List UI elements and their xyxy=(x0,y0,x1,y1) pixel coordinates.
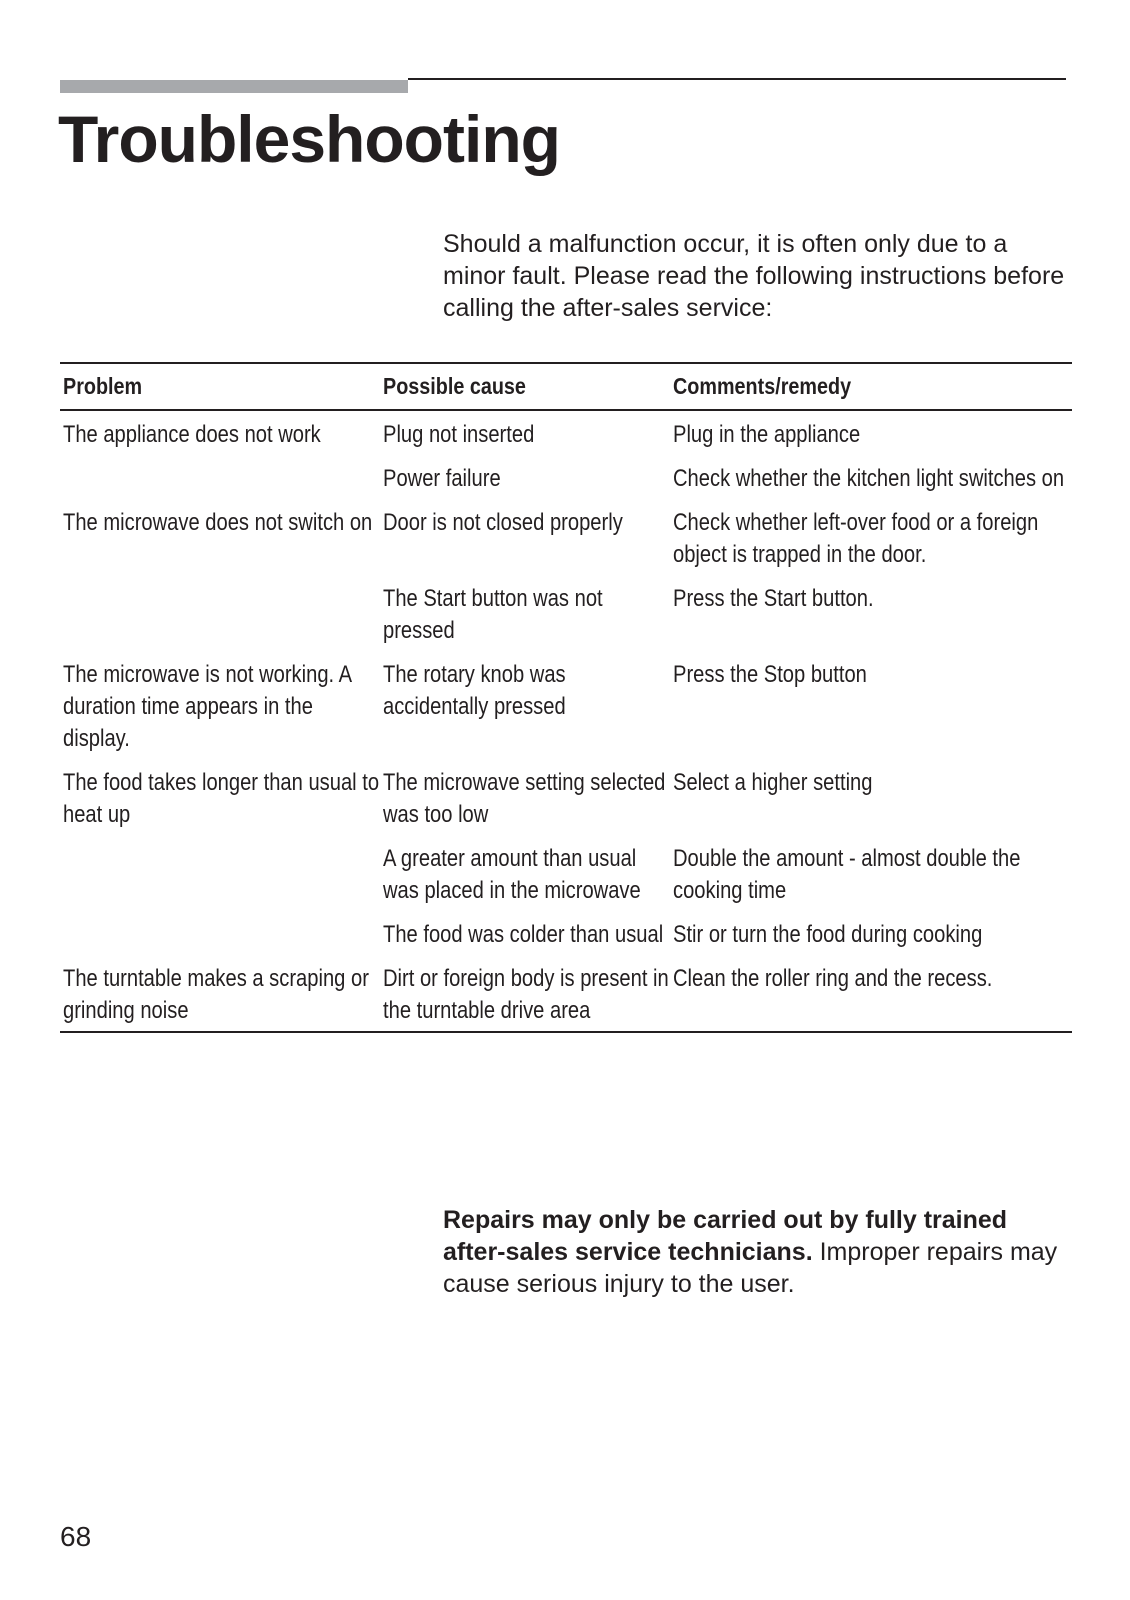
remedy-cell: Check whether the kitchen light switches on xyxy=(673,465,1065,492)
page-title: Troubleshooting xyxy=(58,102,560,176)
problem-cell: The microwave is not working. A duration time appears in the display. xyxy=(63,661,351,752)
table-row xyxy=(380,963,1072,1027)
remedy-cell: Check whether left-over food or a foreign object is trapped in the door. xyxy=(673,509,1039,568)
remedy-cell: Plug in the appliance xyxy=(673,421,861,448)
warning-text: Improper repairs may cause serious injury to the user. xyxy=(443,1238,1058,1298)
problem-cell: The appliance does not work xyxy=(63,421,321,448)
problem-cell: The turntable makes a scraping or grinding noise xyxy=(63,965,369,1024)
table-row xyxy=(380,767,1072,831)
cause-cell: The Start button was not pressed xyxy=(383,585,603,644)
table-row-group xyxy=(60,963,1072,1027)
cause-cell: Dirt or foreign body is present in the turntable drive area xyxy=(383,965,669,1024)
cause-cell: A greater amount than usual was placed in the microwave xyxy=(383,845,641,904)
table-header xyxy=(60,364,1072,411)
cause-cell: Door is not closed properly xyxy=(383,509,623,536)
table-row-group xyxy=(60,659,1072,755)
table-body xyxy=(60,411,1072,1031)
header-problem: Problem xyxy=(63,373,143,399)
table-row xyxy=(380,583,1072,647)
remedy-cell: Clean the roller ring and the recess. xyxy=(673,965,993,992)
table-row xyxy=(380,507,1072,571)
table-row xyxy=(380,659,1072,723)
page-number: 68 xyxy=(60,1521,92,1552)
table-row xyxy=(380,843,1072,907)
warning-paragraph xyxy=(443,1204,1068,1300)
table-row-group xyxy=(60,507,1072,647)
table-row-group xyxy=(60,419,1072,495)
problem-cell: The food takes longer than usual to heat up xyxy=(63,769,380,828)
intro-paragraph: Should a malfunction occur, it is often only due to a minor fault. Please read the following instructions before calling the after-sales service: xyxy=(443,230,1065,322)
remedy-cell: Double the amount - almost double the cooking time xyxy=(673,845,1021,904)
header-rule-thin xyxy=(408,78,1066,80)
header-cause: Possible cause xyxy=(383,373,526,399)
header-rule-thick xyxy=(60,80,408,93)
header-remedy: Comments/remedy xyxy=(673,373,852,399)
table-row xyxy=(380,419,1072,451)
cause-cell: Power failure xyxy=(383,465,501,492)
cause-cell: The rotary knob was accidentally pressed xyxy=(383,661,566,720)
warning-bold-text: Repairs may only be carried out by fully trained after-sales service technicians. xyxy=(443,1206,1008,1266)
remedy-cell: Stir or turn the food during cooking xyxy=(673,921,983,948)
remedy-cell: Press the Stop button xyxy=(673,661,867,688)
remedy-cell: Select a higher setting xyxy=(673,769,873,796)
remedy-cell: Press the Start button. xyxy=(673,585,874,612)
cause-cell: Plug not inserted xyxy=(383,421,535,448)
problem-cell: The microwave does not switch on xyxy=(63,509,373,536)
cause-cell: The food was colder than usual xyxy=(383,921,664,948)
table-row xyxy=(380,463,1072,495)
troubleshooting-table xyxy=(60,362,1072,1033)
table-row-group xyxy=(60,767,1072,951)
cause-cell: The microwave setting selected was too low xyxy=(383,769,666,828)
table-row xyxy=(380,919,1072,951)
